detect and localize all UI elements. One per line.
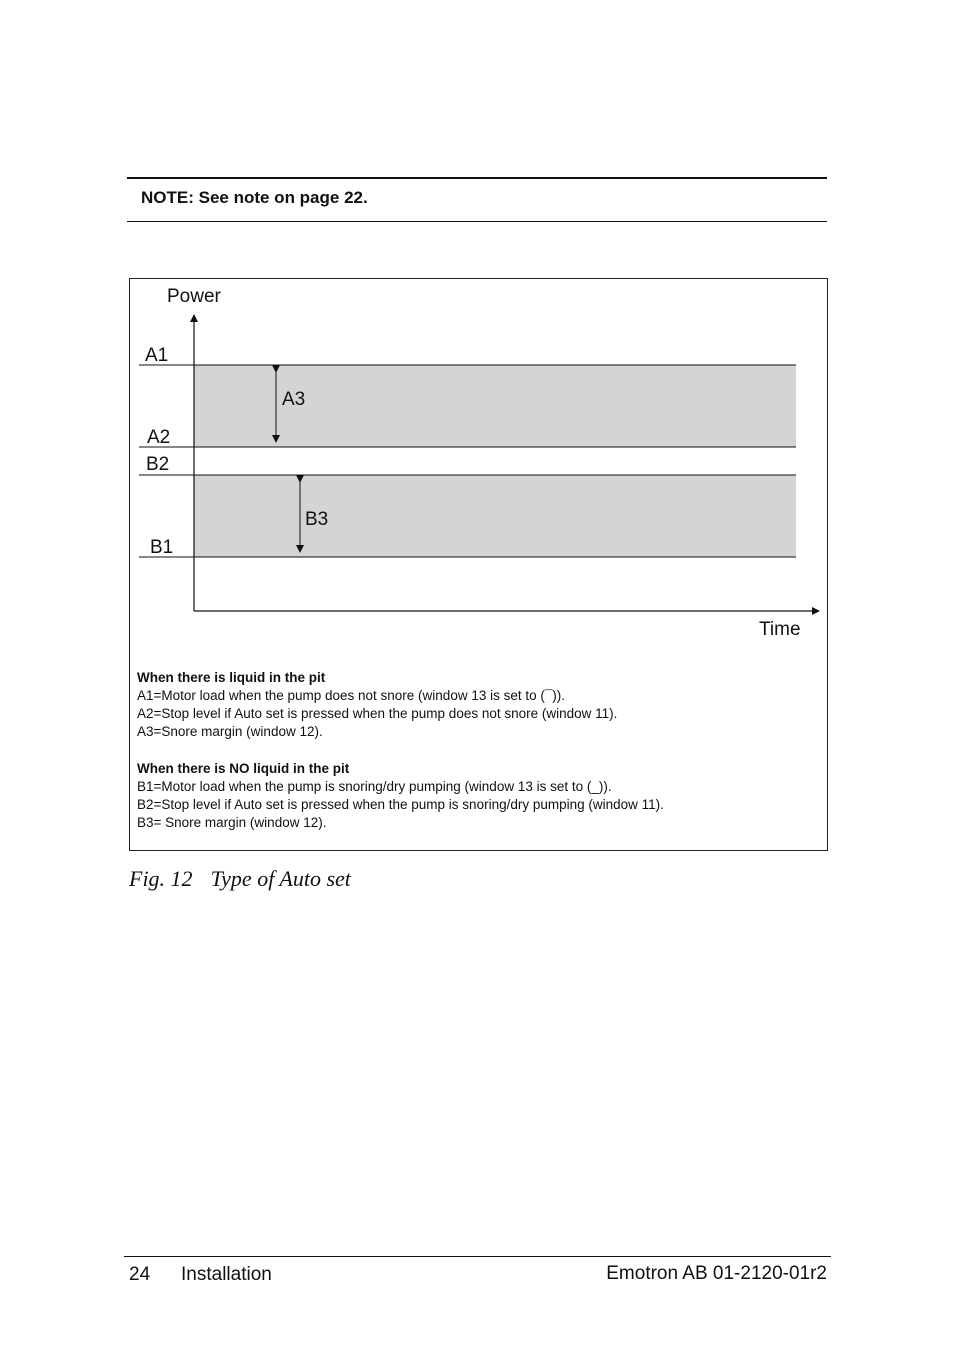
footer-rule <box>124 1256 831 1257</box>
page-number: 24 <box>129 1264 151 1285</box>
legend-no-liquid <box>137 760 664 832</box>
a3-label: A3 <box>282 389 306 410</box>
legend-liquid <box>137 669 617 741</box>
auto-set-diagram <box>0 0 954 660</box>
legend-line-b3: B3= Snore margin (window 12). <box>137 815 327 830</box>
legend-line-a3: A3=Snore margin (window 12). <box>137 724 323 739</box>
legend-line-b2: B2=Stop level if Auto set is pressed when the pump is snoring/dry pumping (window 11). <box>137 797 664 812</box>
b-margin-band <box>194 475 796 557</box>
figure-number: Fig. 12 <box>129 866 193 891</box>
legend-liquid-heading: When there is liquid in the pit <box>137 670 326 685</box>
a1-label: A1 <box>145 345 169 366</box>
b2-label: B2 <box>146 454 170 475</box>
footer-document-id: Emotron AB 01-2120-01r2 <box>606 1263 827 1284</box>
footer-section: Installation <box>181 1264 272 1285</box>
legend-line-a1: A1=Motor load when the pump does not snore (window 13 is set to (¯)). <box>137 688 566 703</box>
legend-no-liquid-heading: When there is NO liquid in the pit <box>137 761 350 776</box>
b3-label: B3 <box>305 509 329 530</box>
legend-line-a2: A2=Stop level if Auto set is pressed when the pump does not snore (window 11). <box>137 706 618 721</box>
y-axis-label: Power <box>167 286 221 307</box>
x-axis-label: Time <box>759 619 801 640</box>
legend-line-b1: B1=Motor load when the pump is snoring/dry pumping (window 13 is set to (_)). <box>137 779 612 794</box>
note-text: NOTE: See note on page 22. <box>141 188 368 207</box>
figure-caption <box>129 866 351 892</box>
b1-label: B1 <box>150 537 174 558</box>
figure-title: Type of Auto set <box>210 866 351 891</box>
a2-label: A2 <box>147 427 171 448</box>
